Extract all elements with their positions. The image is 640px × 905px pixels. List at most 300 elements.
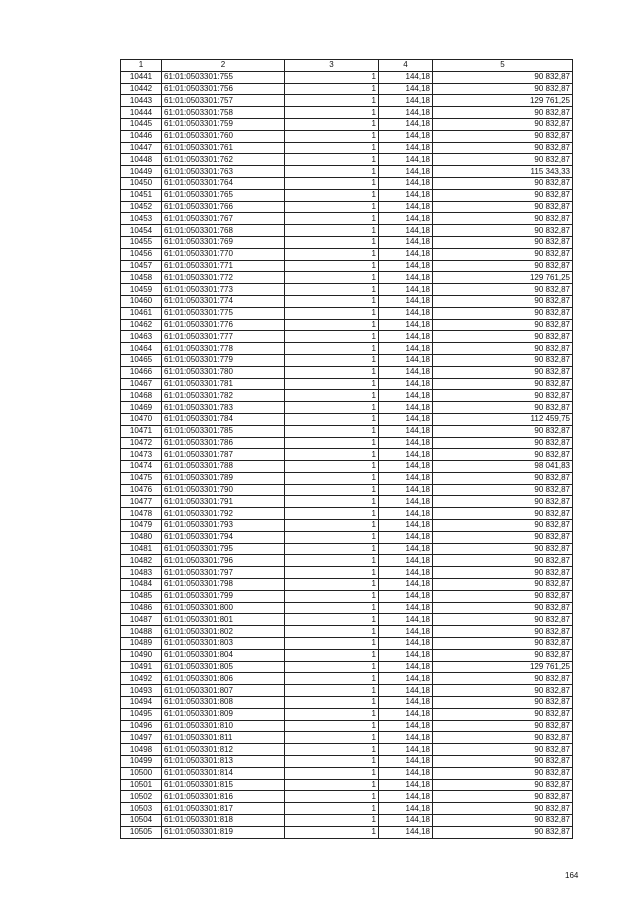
quantity-cell: 1 bbox=[285, 354, 379, 366]
quantity-cell: 1 bbox=[285, 826, 379, 838]
quantity-cell: 1 bbox=[285, 248, 379, 260]
row-number-cell: 10448 bbox=[121, 154, 162, 166]
row-number-cell: 10489 bbox=[121, 638, 162, 650]
table-row bbox=[121, 614, 573, 626]
value-cell: 90 832,87 bbox=[433, 579, 573, 591]
row-number-cell: 10444 bbox=[121, 107, 162, 119]
row-number-cell: 10467 bbox=[121, 378, 162, 390]
area-cell: 144,18 bbox=[379, 826, 433, 838]
area-cell: 144,18 bbox=[379, 71, 433, 83]
value-cell: 90 832,87 bbox=[433, 779, 573, 791]
table-row bbox=[121, 402, 573, 414]
area-cell: 144,18 bbox=[379, 555, 433, 567]
value-cell: 90 832,87 bbox=[433, 402, 573, 414]
area-cell: 144,18 bbox=[379, 779, 433, 791]
quantity-cell: 1 bbox=[285, 154, 379, 166]
row-number-cell: 10502 bbox=[121, 791, 162, 803]
area-cell: 144,18 bbox=[379, 295, 433, 307]
row-number-cell: 10479 bbox=[121, 520, 162, 532]
cadastral-number-cell: 61:01:0503301:764 bbox=[162, 177, 285, 189]
row-number-cell: 10458 bbox=[121, 272, 162, 284]
quantity-cell: 1 bbox=[285, 449, 379, 461]
cadastral-number-cell: 61:01:0503301:774 bbox=[162, 295, 285, 307]
area-cell: 144,18 bbox=[379, 520, 433, 532]
column-header-3: 3 bbox=[285, 60, 379, 72]
area-cell: 144,18 bbox=[379, 685, 433, 697]
cadastral-number-cell: 61:01:0503301:801 bbox=[162, 614, 285, 626]
quantity-cell: 1 bbox=[285, 461, 379, 473]
quantity-cell: 1 bbox=[285, 95, 379, 107]
cadastral-number-cell: 61:01:0503301:794 bbox=[162, 531, 285, 543]
area-cell: 144,18 bbox=[379, 437, 433, 449]
value-cell: 90 832,87 bbox=[433, 673, 573, 685]
table-row bbox=[121, 425, 573, 437]
quantity-cell: 1 bbox=[285, 331, 379, 343]
value-cell: 129 761,25 bbox=[433, 272, 573, 284]
cadastral-number-cell: 61:01:0503301:772 bbox=[162, 272, 285, 284]
area-cell: 144,18 bbox=[379, 579, 433, 591]
area-cell: 144,18 bbox=[379, 673, 433, 685]
column-header-4: 4 bbox=[379, 60, 433, 72]
value-cell: 90 832,87 bbox=[433, 767, 573, 779]
value-cell: 90 832,87 bbox=[433, 614, 573, 626]
value-cell: 115 343,33 bbox=[433, 166, 573, 178]
quantity-cell: 1 bbox=[285, 791, 379, 803]
table-row bbox=[121, 685, 573, 697]
cadastral-number-cell: 61:01:0503301:781 bbox=[162, 378, 285, 390]
row-number-cell: 10492 bbox=[121, 673, 162, 685]
table-row bbox=[121, 319, 573, 331]
value-cell: 90 832,87 bbox=[433, 425, 573, 437]
row-number-cell: 10499 bbox=[121, 756, 162, 768]
cadastral-number-cell: 61:01:0503301:763 bbox=[162, 166, 285, 178]
table-row bbox=[121, 354, 573, 366]
value-cell: 90 832,87 bbox=[433, 602, 573, 614]
area-cell: 144,18 bbox=[379, 449, 433, 461]
table-row bbox=[121, 130, 573, 142]
quantity-cell: 1 bbox=[285, 142, 379, 154]
table-row bbox=[121, 756, 573, 768]
value-cell: 90 832,87 bbox=[433, 189, 573, 201]
row-number-cell: 10486 bbox=[121, 602, 162, 614]
table-row bbox=[121, 732, 573, 744]
row-number-cell: 10477 bbox=[121, 496, 162, 508]
table-row bbox=[121, 590, 573, 602]
cadastral-number-cell: 61:01:0503301:778 bbox=[162, 343, 285, 355]
table-row bbox=[121, 555, 573, 567]
quantity-cell: 1 bbox=[285, 213, 379, 225]
row-number-cell: 10480 bbox=[121, 531, 162, 543]
quantity-cell: 1 bbox=[285, 83, 379, 95]
table-row bbox=[121, 154, 573, 166]
cadastral-number-cell: 61:01:0503301:800 bbox=[162, 602, 285, 614]
row-number-cell: 10471 bbox=[121, 425, 162, 437]
area-cell: 144,18 bbox=[379, 472, 433, 484]
quantity-cell: 1 bbox=[285, 767, 379, 779]
row-number-cell: 10462 bbox=[121, 319, 162, 331]
row-number-cell: 10475 bbox=[121, 472, 162, 484]
row-number-cell: 10478 bbox=[121, 508, 162, 520]
cadastral-number-cell: 61:01:0503301:807 bbox=[162, 685, 285, 697]
table-row bbox=[121, 520, 573, 532]
row-number-cell: 10445 bbox=[121, 118, 162, 130]
row-number-cell: 10454 bbox=[121, 225, 162, 237]
value-cell: 112 459,75 bbox=[433, 413, 573, 425]
value-cell: 90 832,87 bbox=[433, 366, 573, 378]
area-cell: 144,18 bbox=[379, 708, 433, 720]
cadastral-number-cell: 61:01:0503301:795 bbox=[162, 543, 285, 555]
cadastral-number-cell: 61:01:0503301:802 bbox=[162, 626, 285, 638]
table-row bbox=[121, 236, 573, 248]
area-cell: 144,18 bbox=[379, 354, 433, 366]
cadastral-number-cell: 61:01:0503301:768 bbox=[162, 225, 285, 237]
quantity-cell: 1 bbox=[285, 520, 379, 532]
quantity-cell: 1 bbox=[285, 626, 379, 638]
row-number-cell: 10503 bbox=[121, 803, 162, 815]
row-number-cell: 10442 bbox=[121, 83, 162, 95]
cadastral-number-cell: 61:01:0503301:818 bbox=[162, 815, 285, 827]
value-cell: 90 832,87 bbox=[433, 260, 573, 272]
cadastral-number-cell: 61:01:0503301:793 bbox=[162, 520, 285, 532]
row-number-cell: 10452 bbox=[121, 201, 162, 213]
area-cell: 144,18 bbox=[379, 756, 433, 768]
area-cell: 144,18 bbox=[379, 331, 433, 343]
quantity-cell: 1 bbox=[285, 425, 379, 437]
cadastral-number-cell: 61:01:0503301:804 bbox=[162, 649, 285, 661]
value-cell: 90 832,87 bbox=[433, 697, 573, 709]
row-number-cell: 10497 bbox=[121, 732, 162, 744]
value-cell: 90 832,87 bbox=[433, 626, 573, 638]
cadastral-number-cell: 61:01:0503301:771 bbox=[162, 260, 285, 272]
row-number-cell: 10453 bbox=[121, 213, 162, 225]
area-cell: 144,18 bbox=[379, 744, 433, 756]
table-row bbox=[121, 708, 573, 720]
row-number-cell: 10447 bbox=[121, 142, 162, 154]
cadastral-number-cell: 61:01:0503301:758 bbox=[162, 107, 285, 119]
row-number-cell: 10465 bbox=[121, 354, 162, 366]
cadastral-number-cell: 61:01:0503301:810 bbox=[162, 720, 285, 732]
cadastral-number-cell: 61:01:0503301:773 bbox=[162, 284, 285, 296]
table-row bbox=[121, 803, 573, 815]
cadastral-number-cell: 61:01:0503301:811 bbox=[162, 732, 285, 744]
cadastral-number-cell: 61:01:0503301:782 bbox=[162, 390, 285, 402]
area-cell: 144,18 bbox=[379, 767, 433, 779]
table-row bbox=[121, 95, 573, 107]
value-cell: 90 832,87 bbox=[433, 590, 573, 602]
area-cell: 144,18 bbox=[379, 425, 433, 437]
cadastral-number-cell: 61:01:0503301:757 bbox=[162, 95, 285, 107]
cadastral-number-cell: 61:01:0503301:812 bbox=[162, 744, 285, 756]
quantity-cell: 1 bbox=[285, 472, 379, 484]
table-row bbox=[121, 284, 573, 296]
row-number-cell: 10464 bbox=[121, 343, 162, 355]
row-number-cell: 10468 bbox=[121, 390, 162, 402]
table-row bbox=[121, 83, 573, 95]
row-number-cell: 10469 bbox=[121, 402, 162, 414]
value-cell: 90 832,87 bbox=[433, 307, 573, 319]
cadastral-number-cell: 61:01:0503301:815 bbox=[162, 779, 285, 791]
area-cell: 144,18 bbox=[379, 236, 433, 248]
table-row bbox=[121, 248, 573, 260]
quantity-cell: 1 bbox=[285, 614, 379, 626]
row-number-cell: 10488 bbox=[121, 626, 162, 638]
quantity-cell: 1 bbox=[285, 260, 379, 272]
quantity-cell: 1 bbox=[285, 201, 379, 213]
row-number-cell: 10487 bbox=[121, 614, 162, 626]
row-number-cell: 10484 bbox=[121, 579, 162, 591]
table-row bbox=[121, 496, 573, 508]
cadastral-number-cell: 61:01:0503301:797 bbox=[162, 567, 285, 579]
value-cell: 90 832,87 bbox=[433, 154, 573, 166]
table-row bbox=[121, 201, 573, 213]
cadastral-number-cell: 61:01:0503301:780 bbox=[162, 366, 285, 378]
cadastral-number-cell: 61:01:0503301:796 bbox=[162, 555, 285, 567]
quantity-cell: 1 bbox=[285, 720, 379, 732]
cadastral-number-cell: 61:01:0503301:806 bbox=[162, 673, 285, 685]
cadastral-number-cell: 61:01:0503301:756 bbox=[162, 83, 285, 95]
value-cell: 90 832,87 bbox=[433, 708, 573, 720]
row-number-cell: 10490 bbox=[121, 649, 162, 661]
cadastral-number-cell: 61:01:0503301:775 bbox=[162, 307, 285, 319]
area-cell: 144,18 bbox=[379, 378, 433, 390]
quantity-cell: 1 bbox=[285, 531, 379, 543]
cadastral-number-cell: 61:01:0503301:803 bbox=[162, 638, 285, 650]
row-number-cell: 10474 bbox=[121, 461, 162, 473]
row-number-cell: 10463 bbox=[121, 331, 162, 343]
value-cell: 90 832,87 bbox=[433, 649, 573, 661]
cadastral-number-cell: 61:01:0503301:784 bbox=[162, 413, 285, 425]
cadastral-number-cell: 61:01:0503301:760 bbox=[162, 130, 285, 142]
quantity-cell: 1 bbox=[285, 71, 379, 83]
quantity-cell: 1 bbox=[285, 343, 379, 355]
value-cell: 90 832,87 bbox=[433, 437, 573, 449]
value-cell: 90 832,87 bbox=[433, 449, 573, 461]
table-row bbox=[121, 673, 573, 685]
header-row bbox=[121, 60, 573, 72]
value-cell: 90 832,87 bbox=[433, 496, 573, 508]
quantity-cell: 1 bbox=[285, 744, 379, 756]
table-row bbox=[121, 744, 573, 756]
table-row bbox=[121, 472, 573, 484]
area-cell: 144,18 bbox=[379, 260, 433, 272]
value-cell: 90 832,87 bbox=[433, 826, 573, 838]
value-cell: 90 832,87 bbox=[433, 815, 573, 827]
value-cell: 90 832,87 bbox=[433, 177, 573, 189]
cadastral-number-cell: 61:01:0503301:799 bbox=[162, 590, 285, 602]
row-number-cell: 10449 bbox=[121, 166, 162, 178]
table-body bbox=[121, 71, 573, 838]
table-row bbox=[121, 213, 573, 225]
row-number-cell: 10473 bbox=[121, 449, 162, 461]
table-row bbox=[121, 177, 573, 189]
cadastral-number-cell: 61:01:0503301:817 bbox=[162, 803, 285, 815]
table-row bbox=[121, 508, 573, 520]
cadastral-number-cell: 61:01:0503301:808 bbox=[162, 697, 285, 709]
quantity-cell: 1 bbox=[285, 779, 379, 791]
quantity-cell: 1 bbox=[285, 402, 379, 414]
value-cell: 90 832,87 bbox=[433, 732, 573, 744]
cadastral-number-cell: 61:01:0503301:809 bbox=[162, 708, 285, 720]
value-cell: 90 832,87 bbox=[433, 118, 573, 130]
quantity-cell: 1 bbox=[285, 107, 379, 119]
value-cell: 90 832,87 bbox=[433, 248, 573, 260]
value-cell: 90 832,87 bbox=[433, 638, 573, 650]
row-number-cell: 10466 bbox=[121, 366, 162, 378]
table-row bbox=[121, 437, 573, 449]
quantity-cell: 1 bbox=[285, 484, 379, 496]
column-header-2: 2 bbox=[162, 60, 285, 72]
row-number-cell: 10482 bbox=[121, 555, 162, 567]
area-cell: 144,18 bbox=[379, 83, 433, 95]
row-number-cell: 10470 bbox=[121, 413, 162, 425]
table-row bbox=[121, 107, 573, 119]
value-cell: 90 832,87 bbox=[433, 803, 573, 815]
table-row bbox=[121, 779, 573, 791]
table-row bbox=[121, 626, 573, 638]
area-cell: 144,18 bbox=[379, 508, 433, 520]
row-number-cell: 10457 bbox=[121, 260, 162, 272]
quantity-cell: 1 bbox=[285, 638, 379, 650]
area-cell: 144,18 bbox=[379, 614, 433, 626]
cadastral-number-cell: 61:01:0503301:788 bbox=[162, 461, 285, 473]
quantity-cell: 1 bbox=[285, 437, 379, 449]
area-cell: 144,18 bbox=[379, 461, 433, 473]
area-cell: 144,18 bbox=[379, 661, 433, 673]
row-number-cell: 10472 bbox=[121, 437, 162, 449]
value-cell: 90 832,87 bbox=[433, 83, 573, 95]
table-row bbox=[121, 272, 573, 284]
cadastral-number-cell: 61:01:0503301:767 bbox=[162, 213, 285, 225]
table-row bbox=[121, 142, 573, 154]
area-cell: 144,18 bbox=[379, 413, 433, 425]
area-cell: 144,18 bbox=[379, 697, 433, 709]
area-cell: 144,18 bbox=[379, 390, 433, 402]
cadastral-number-cell: 61:01:0503301:766 bbox=[162, 201, 285, 213]
value-cell: 90 832,87 bbox=[433, 201, 573, 213]
area-cell: 144,18 bbox=[379, 791, 433, 803]
quantity-cell: 1 bbox=[285, 236, 379, 248]
column-header-1: 1 bbox=[121, 60, 162, 72]
cadastral-number-cell: 61:01:0503301:755 bbox=[162, 71, 285, 83]
value-cell: 90 832,87 bbox=[433, 236, 573, 248]
value-cell: 90 832,87 bbox=[433, 284, 573, 296]
value-cell: 98 041,83 bbox=[433, 461, 573, 473]
row-number-cell: 10446 bbox=[121, 130, 162, 142]
row-number-cell: 10495 bbox=[121, 708, 162, 720]
area-cell: 144,18 bbox=[379, 225, 433, 237]
table-row bbox=[121, 602, 573, 614]
table-row bbox=[121, 649, 573, 661]
value-cell: 90 832,87 bbox=[433, 390, 573, 402]
cadastral-number-cell: 61:01:0503301:761 bbox=[162, 142, 285, 154]
table-row bbox=[121, 225, 573, 237]
area-cell: 144,18 bbox=[379, 319, 433, 331]
area-cell: 144,18 bbox=[379, 201, 433, 213]
value-cell: 90 832,87 bbox=[433, 343, 573, 355]
area-cell: 144,18 bbox=[379, 130, 433, 142]
table-row bbox=[121, 484, 573, 496]
table-row bbox=[121, 531, 573, 543]
area-cell: 144,18 bbox=[379, 118, 433, 130]
cadastral-number-cell: 61:01:0503301:762 bbox=[162, 154, 285, 166]
area-cell: 144,18 bbox=[379, 484, 433, 496]
area-cell: 144,18 bbox=[379, 732, 433, 744]
quantity-cell: 1 bbox=[285, 697, 379, 709]
table-row bbox=[121, 118, 573, 130]
value-cell: 90 832,87 bbox=[433, 720, 573, 732]
row-number-cell: 10476 bbox=[121, 484, 162, 496]
row-number-cell: 10491 bbox=[121, 661, 162, 673]
quantity-cell: 1 bbox=[285, 307, 379, 319]
table-row bbox=[121, 343, 573, 355]
row-number-cell: 10505 bbox=[121, 826, 162, 838]
value-cell: 90 832,87 bbox=[433, 567, 573, 579]
cadastral-number-cell: 61:01:0503301:769 bbox=[162, 236, 285, 248]
row-number-cell: 10450 bbox=[121, 177, 162, 189]
cadastral-number-cell: 61:01:0503301:776 bbox=[162, 319, 285, 331]
area-cell: 144,18 bbox=[379, 177, 433, 189]
value-cell: 90 832,87 bbox=[433, 213, 573, 225]
area-cell: 144,18 bbox=[379, 803, 433, 815]
cadastral-number-cell: 61:01:0503301:790 bbox=[162, 484, 285, 496]
quantity-cell: 1 bbox=[285, 803, 379, 815]
value-cell: 90 832,87 bbox=[433, 756, 573, 768]
data-table bbox=[120, 59, 573, 839]
area-cell: 144,18 bbox=[379, 815, 433, 827]
row-number-cell: 10451 bbox=[121, 189, 162, 201]
area-cell: 144,18 bbox=[379, 602, 433, 614]
quantity-cell: 1 bbox=[285, 496, 379, 508]
area-cell: 144,18 bbox=[379, 543, 433, 555]
table-row bbox=[121, 826, 573, 838]
area-cell: 144,18 bbox=[379, 307, 433, 319]
area-cell: 144,18 bbox=[379, 272, 433, 284]
quantity-cell: 1 bbox=[285, 284, 379, 296]
value-cell: 90 832,87 bbox=[433, 508, 573, 520]
quantity-cell: 1 bbox=[285, 732, 379, 744]
value-cell: 90 832,87 bbox=[433, 331, 573, 343]
row-number-cell: 10498 bbox=[121, 744, 162, 756]
area-cell: 144,18 bbox=[379, 343, 433, 355]
row-number-cell: 10504 bbox=[121, 815, 162, 827]
page-number: 164 bbox=[565, 871, 579, 880]
area-cell: 144,18 bbox=[379, 402, 433, 414]
cadastral-number-cell: 61:01:0503301:813 bbox=[162, 756, 285, 768]
area-cell: 144,18 bbox=[379, 248, 433, 260]
cadastral-number-cell: 61:01:0503301:798 bbox=[162, 579, 285, 591]
value-cell: 90 832,87 bbox=[433, 142, 573, 154]
area-cell: 144,18 bbox=[379, 496, 433, 508]
row-number-cell: 10461 bbox=[121, 307, 162, 319]
table-row bbox=[121, 307, 573, 319]
value-cell: 90 832,87 bbox=[433, 531, 573, 543]
quantity-cell: 1 bbox=[285, 602, 379, 614]
cadastral-number-cell: 61:01:0503301:770 bbox=[162, 248, 285, 260]
table-row bbox=[121, 567, 573, 579]
cadastral-number-cell: 61:01:0503301:779 bbox=[162, 354, 285, 366]
quantity-cell: 1 bbox=[285, 390, 379, 402]
row-number-cell: 10485 bbox=[121, 590, 162, 602]
cadastral-number-cell: 61:01:0503301:777 bbox=[162, 331, 285, 343]
area-cell: 144,18 bbox=[379, 626, 433, 638]
value-cell: 90 832,87 bbox=[433, 484, 573, 496]
row-number-cell: 10456 bbox=[121, 248, 162, 260]
table-row bbox=[121, 189, 573, 201]
cadastral-number-cell: 61:01:0503301:785 bbox=[162, 425, 285, 437]
quantity-cell: 1 bbox=[285, 272, 379, 284]
table-row bbox=[121, 378, 573, 390]
quantity-cell: 1 bbox=[285, 543, 379, 555]
